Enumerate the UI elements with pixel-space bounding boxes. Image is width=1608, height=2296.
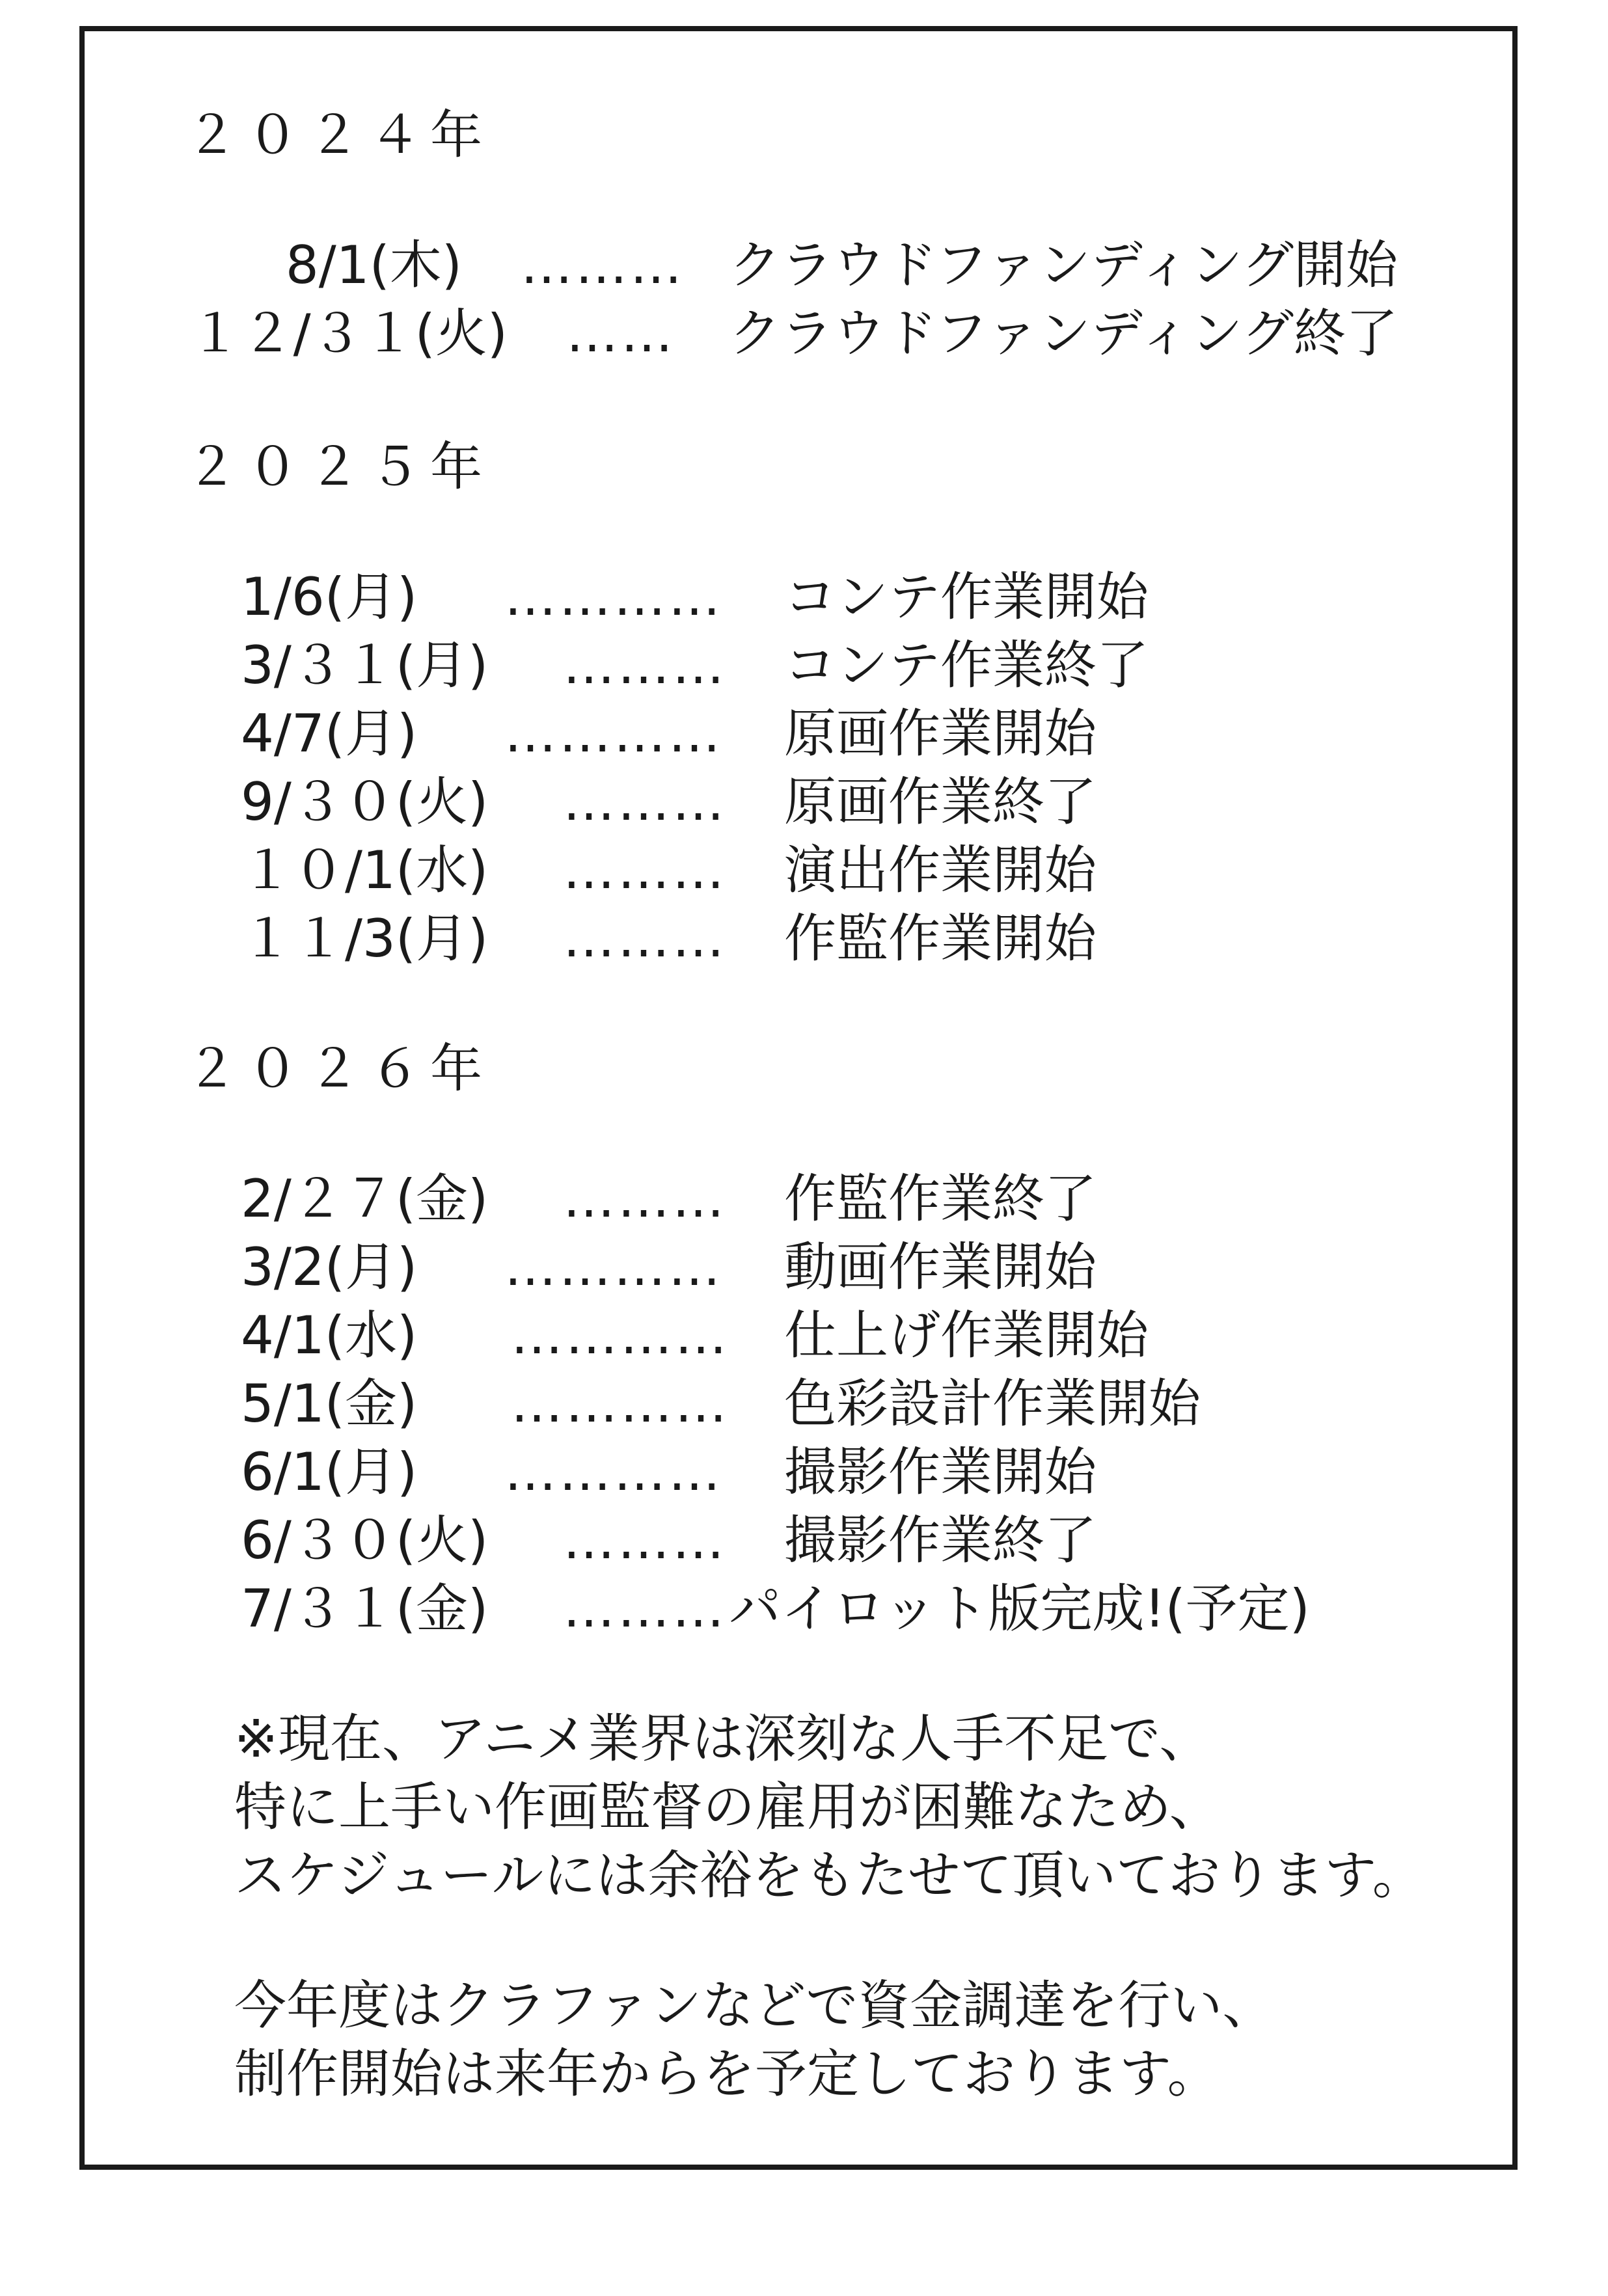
event-date: １２/３１(火) xyxy=(189,303,508,364)
event-date: 2/２７(金) xyxy=(241,1168,489,1229)
year-heading-2026: ２０２６年 xyxy=(185,1038,491,1099)
event-text: クラウドファンディング開始 xyxy=(729,235,1398,295)
event-date: 3/３１(月) xyxy=(241,635,489,696)
event-leader-dots: ……… xyxy=(563,908,727,969)
event-leader-dots: ……… xyxy=(563,635,727,696)
event-text: パイロット版完成!(予定) xyxy=(729,1578,1310,1639)
event-date: 8/1(木) xyxy=(285,235,462,295)
event-leader-dots: …… xyxy=(566,303,675,364)
event-leader-dots: ……… xyxy=(521,235,685,295)
event-text: クラウドファンディング終了 xyxy=(729,303,1398,364)
event-date: 3/2(月) xyxy=(241,1237,418,1297)
note-line: 今年度はクラファンなどで資金調達を行い、 xyxy=(234,1975,1275,2036)
event-date: 9/３０(火) xyxy=(241,772,489,832)
event-text: 原画作業開始 xyxy=(784,703,1097,764)
note-line: ※現在、アニメ業界は深刻な人手不足で、 xyxy=(234,1708,1212,1769)
event-date: 4/7(月) xyxy=(241,703,418,764)
event-leader-dots: ………… xyxy=(504,1442,723,1502)
event-text: 演出作業開始 xyxy=(784,840,1097,900)
event-text: コンテ作業終了 xyxy=(784,635,1149,696)
event-leader-dots: ………… xyxy=(511,1373,729,1434)
event-text: 撮影作業終了 xyxy=(784,1510,1097,1571)
event-date: 6/３０(火) xyxy=(241,1510,489,1571)
event-text: 動画作業開始 xyxy=(784,1237,1097,1297)
event-date: 6/1(月) xyxy=(241,1442,418,1502)
event-text: 作監作業開始 xyxy=(784,908,1097,969)
event-leader-dots: ………… xyxy=(504,1237,723,1297)
event-leader-dots: ……… xyxy=(563,840,727,900)
event-date: 7/３１(金) xyxy=(241,1578,489,1639)
event-text: 色彩設計作業開始 xyxy=(784,1373,1201,1434)
event-date: 1/6(月) xyxy=(241,567,418,627)
event-leader-dots: ………… xyxy=(504,567,723,627)
event-text: 撮影作業開始 xyxy=(784,1442,1097,1502)
year-heading-2025: ２０２５年 xyxy=(185,437,491,497)
event-text: 作監作業終了 xyxy=(784,1168,1097,1229)
year-heading-2024: ２０２４年 xyxy=(185,105,491,165)
note-line: 特に上手い作画監督の雇用が困難なため、 xyxy=(234,1777,1221,1837)
event-leader-dots: ………… xyxy=(504,703,723,764)
note-line: 制作開始は来年からを予定しております。 xyxy=(234,2044,1220,2104)
event-leader-dots: ……… xyxy=(563,1168,727,1229)
event-leader-dots: ……… xyxy=(563,1510,727,1571)
event-text: 仕上げ作業開始 xyxy=(784,1305,1149,1366)
event-date: １０/1(水) xyxy=(241,840,489,900)
note-line: スケジュールには余裕をもたせて頂いております。 xyxy=(234,1845,1424,1906)
event-date: 5/1(金) xyxy=(241,1373,418,1434)
event-text: コンテ作業開始 xyxy=(784,567,1149,627)
event-leader-dots: ……… xyxy=(563,772,727,832)
event-leader-dots: ………… xyxy=(511,1305,729,1366)
event-date: １１/3(月) xyxy=(241,908,489,969)
event-date: 4/1(水) xyxy=(241,1305,418,1366)
event-leader-dots: ……… xyxy=(563,1578,727,1639)
event-text: 原画作業終了 xyxy=(784,772,1097,832)
